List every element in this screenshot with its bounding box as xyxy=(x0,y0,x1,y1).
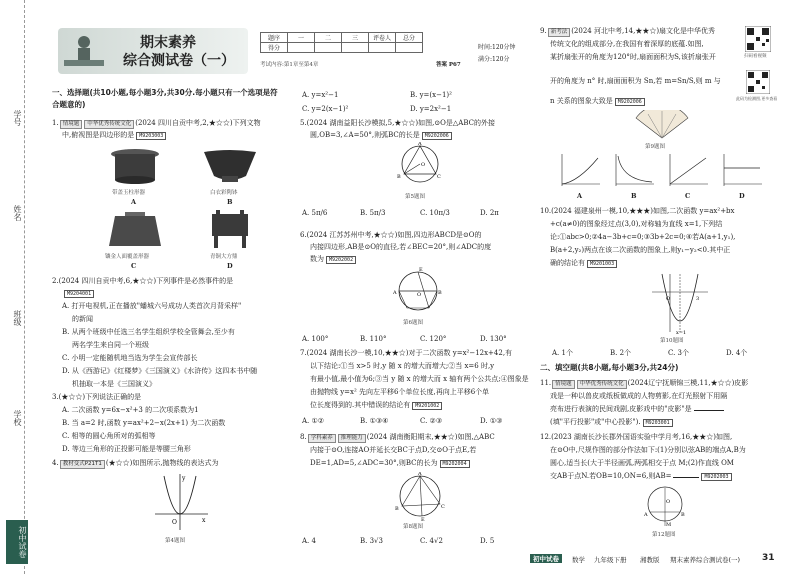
q3-option-b: B. 当 a=2 时,函数 y=ax²+2−x(2x+1) 为二次函数 xyxy=(62,419,226,427)
q6-circle-figure xyxy=(393,266,443,316)
q8-caption: 第8题图 xyxy=(403,524,423,530)
q4-option-d: D. y=2x²−1 xyxy=(410,105,452,113)
q2-option-d-2: 机抽取一本是《三国演义》 xyxy=(72,380,156,388)
qr-code-icon[interactable] xyxy=(745,26,771,52)
q7-line4: 由抛物线 y=x² 先向左平移6个单位长度,再向上平移6个单 xyxy=(310,388,490,396)
score-table: 题序 一 二 三 评卷人 总分 得分 xyxy=(260,32,423,53)
q7-option-d: D. ①③ xyxy=(480,417,503,425)
q12-line4: 交AB于点N.若OB=10,ON=6,则AB= M9202003 xyxy=(550,471,732,482)
q8-circle-figure xyxy=(392,472,448,522)
qr-code-2-icon[interactable] xyxy=(746,70,770,94)
q10-option-d: D. 4个 xyxy=(726,349,748,357)
footer-grade: 九年级下册 xyxy=(594,556,627,564)
q6: 6.(2024 江苏苏州中考,★☆☆)如图,四边形ABCD是⊙O的 xyxy=(300,231,482,239)
q5-circle-figure xyxy=(395,142,445,190)
q5-option-c: C. 10π/3 xyxy=(420,209,450,217)
q1-letter-b: B xyxy=(227,198,233,206)
q11: 11. 情境题 中华优秀传统文化 (2024辽宁抚顺锦三模,11,★☆☆)皮影 xyxy=(540,379,749,387)
artifact-ding-icon xyxy=(200,210,260,250)
q10: 10.(2024 福建泉州一模,10,★★★)如图,二次函数 y=ax²+bx xyxy=(540,207,735,215)
artifact-mask-icon xyxy=(105,210,165,250)
q11-line2: 戏是一种以兽皮或纸板做成的人物剪影,在灯光照射下用隔 xyxy=(550,392,728,400)
q8-option-c: C. 4√2 xyxy=(420,537,443,545)
footer-edition: 湘教版 xyxy=(640,556,660,564)
q2-option-a-2: 的新闻 xyxy=(72,315,93,323)
q1: 1. 情境题 中华优秀传统文化 (2024 四川自贡中考,2,★☆☆)下列文物 xyxy=(52,119,261,127)
q10-option-a: A. 1个 xyxy=(552,349,573,357)
side-label-class: 班级 xyxy=(13,310,22,326)
q2-option-b: B. 从两个班级中任选三名学生组织学校全管舞会,至少有 xyxy=(62,328,235,336)
q1-item-d-caption: 青铜大方鼎 xyxy=(210,254,238,260)
svg-text:A: A xyxy=(644,512,648,518)
q4-caption: 第4题图 xyxy=(165,538,185,544)
svg-text:M: M xyxy=(666,522,672,528)
svg-text:B: B xyxy=(397,174,401,180)
q8-option-d: D. 5 xyxy=(480,537,495,545)
q10-line3: 论:①abc>0;②4a−3b+c=0;③3b+2c=0;④若A(a+1,y₁), xyxy=(550,233,736,241)
q9-line3: 某折扇张开的角度为120°时,扇面面积为S,该折扇张开 xyxy=(550,53,716,61)
q12-line3: 圆心,适当长(大于半径画弧,两弧相交于点 M;(2)作直线 OM xyxy=(550,459,734,467)
q9-graph-b xyxy=(612,152,656,188)
qr-label: 扫码看视频 xyxy=(744,54,767,59)
svg-text:C: C xyxy=(441,504,445,510)
answer-note: 答案 P67 xyxy=(436,62,461,68)
q8-option-a: A. 4 xyxy=(302,537,316,545)
footer-subject: 数学 xyxy=(572,556,585,564)
q4-option-c: C. y=2(x−1)² xyxy=(302,105,349,113)
q6-option-c: C. 120° xyxy=(420,335,447,343)
section1-title: 一、选择题(共10小题,每小题3分,共30分.每小题只有一个选项是符合题意的) xyxy=(52,88,278,109)
q9-line5: n 关系的图象大致是 M9202006 xyxy=(550,96,645,107)
q10-parabola-graph xyxy=(650,272,710,334)
q7-line2: 以下结论:①当 x>5 时,y 随 x 的增大而增大;②当 x=6 时,y xyxy=(310,362,495,370)
header-banner xyxy=(58,28,528,76)
svg-text:x=1: x=1 xyxy=(676,330,687,334)
bottom-logo: 初中试卷 xyxy=(6,520,28,564)
q5-option-d: D. 2π xyxy=(480,209,499,217)
q9: 9. 新考法 (2024 河北中考,14,★★☆)扇文化是中华优秀 xyxy=(540,27,716,35)
q4-option-b: B. y=(x−1)² xyxy=(410,91,452,99)
q9-graph-d-label: D xyxy=(739,192,745,200)
q2-option-d: D. 从《西游记》《红楼梦》《三国演义》《水浒传》这四本书中随 xyxy=(62,367,258,375)
q2-option-c: C. 小明一定能随机地当选为学生会宣传部长 xyxy=(62,354,198,362)
time-note: 时间:120分钟 xyxy=(478,44,516,51)
svg-text:O: O xyxy=(417,292,422,298)
q6-option-a: A. 100° xyxy=(302,335,329,343)
svg-text:O: O xyxy=(172,519,177,526)
q10-option-c: C. 3个 xyxy=(668,349,690,357)
svg-text:C: C xyxy=(437,174,441,180)
q12-line2: 在⊙O中,尺规作图的部分作法如下:(1)分别以弦AB的端点A,B为 xyxy=(550,446,746,454)
qr2-label: 此码为检测图,更多查看 xyxy=(736,96,778,101)
q1-letter-c: C xyxy=(131,262,137,270)
q12: 12.(2023 湖南长沙长郡外国语实验中学月考,16,★★☆)如图, xyxy=(540,433,733,441)
q6-option-d: D. 130° xyxy=(480,335,507,343)
side-label-school: 学校 xyxy=(13,410,22,426)
svg-text:O: O xyxy=(666,296,671,302)
q5: 5.(2024 湖南益阳长沙模拟,5,★☆☆)如图,⊙O是△ABC的外接 xyxy=(300,119,495,127)
q1-item-a-caption: 带盖玉柱形器 xyxy=(112,190,146,196)
q9-caption: 第9题图 xyxy=(645,144,665,150)
svg-text:E: E xyxy=(419,267,423,273)
q5-option-b: B. 5π/3 xyxy=(360,209,386,217)
q9-graph-d xyxy=(720,152,764,188)
q9-graph-a-label: A xyxy=(577,192,583,200)
q9-fan-figure xyxy=(632,110,692,140)
q2-option-a: A. 打开电视机,正在播放"蟠城六号成功人类首次月背采样" xyxy=(62,302,242,310)
q10-option-b: B. 2个 xyxy=(610,349,632,357)
q10-line2: +c(a≠0)的图象经过点(3,0),对称轴为直线 x=1,下列结 xyxy=(550,220,723,228)
q1-line2: 中,俯视图是四边形的是 M9203003 xyxy=(62,130,166,141)
q1-letter-d: D xyxy=(227,262,233,270)
svg-text:3: 3 xyxy=(696,296,700,302)
q7-line3: 有最小值,最小值为6;③当 y 随 x 的增大而 x 轴有两个公共点;④图象是 xyxy=(310,375,529,383)
svg-text:x: x xyxy=(202,517,206,524)
full-score-note: 满分:120分 xyxy=(478,56,510,63)
svg-text:E: E xyxy=(421,517,425,522)
q4-parabola-graph xyxy=(150,472,210,532)
q11-line4: (填"平行投影"或"中心投影"). M9203001 xyxy=(550,417,673,428)
q6-caption: 第6题图 xyxy=(403,320,423,326)
footer-title: 期末素养综合测试卷(一) xyxy=(670,556,741,564)
q10-line4: B(a+2,y₂)两点在该二次函数的图象上,则y₁−y₂<0.其中正 xyxy=(550,246,731,254)
q5-line2: 圆,OB=3,∠A=50°,则弧BC的长是 M9202006 xyxy=(310,130,452,141)
q11-line3: 亮布进行表演的民间戏剧,皮影戏中的"皮影"是 xyxy=(550,404,724,415)
q8-line3: DE=1,AD=5,∠ADC=30°,则BC的长为 M9202004 xyxy=(310,458,470,469)
q2: 2.(2024 四川自贡中考,6,★☆☆)下列事件是必然事件的是 xyxy=(52,277,234,285)
svg-text:B: B xyxy=(438,290,442,296)
q3-option-a: A. 二次函数 y=6x−x²+3 的二次项系数为1 xyxy=(62,406,199,414)
q10-line5: 确的结论有 M9201003 xyxy=(550,258,617,269)
q2-code: M9204001 xyxy=(62,288,94,299)
person-reading-icon xyxy=(60,30,110,74)
q10-caption: 第10题图 xyxy=(660,338,684,344)
q5-option-a: A. 5π/6 xyxy=(302,209,328,217)
svg-text:A: A xyxy=(418,142,422,147)
q4-option-a: A. y=x²−1 xyxy=(302,91,339,99)
q7-option-b: B. ①③④ xyxy=(360,417,389,425)
q7: 7.(2024 湖南长沙一模,10,★★☆)对于二次函数 y=x²−12x+42,有 xyxy=(300,349,513,357)
footer-brand: 初中试卷 xyxy=(530,554,562,563)
title-line1: 期末素养 xyxy=(140,35,196,51)
q9-graph-a xyxy=(558,152,602,188)
q9-line2: 传统文化的组成部分,在我国有着深厚的底蕴.如图, xyxy=(550,40,704,48)
q4: 4. 教材变式P21T1 (★☆☆)如图所示,抛物线的表达式为 xyxy=(52,459,219,467)
q1-item-c-caption: 镶金人面覆盖形器 xyxy=(105,254,150,260)
margin-left xyxy=(0,0,42,574)
svg-text:A: A xyxy=(418,472,422,477)
svg-text:A: A xyxy=(393,290,397,296)
svg-text:B: B xyxy=(681,512,685,518)
section2-title: 二、填空题(共8小题,每小题3分,共24分) xyxy=(540,363,679,372)
q9-graph-c xyxy=(666,152,710,188)
q8-option-b: B. 3√3 xyxy=(360,537,383,545)
q6-line3: 数为 M9202002 xyxy=(310,254,356,265)
side-label-name: 姓名 xyxy=(13,205,22,221)
q7-line5: 位长度得到的.其中错误的结论有 M9201002 xyxy=(310,400,442,411)
title-line2: 综合测试卷（一） xyxy=(123,53,235,69)
q7-option-a: A. ①② xyxy=(302,417,325,425)
q8-line2: 内接于⊙O,连接AO并延长交BC于点D,交⊙O于点E,若 xyxy=(310,446,477,454)
q8: 8. 学科素养 推理能力 (2024 湖南衡阳期末,★★☆)如图,△ABC xyxy=(300,433,495,441)
svg-text:O: O xyxy=(666,499,671,505)
svg-text:B: B xyxy=(395,506,399,512)
q9-graph-b-label: B xyxy=(631,192,637,200)
q12-circle-figure xyxy=(640,484,690,528)
q9-graph-c-label: C xyxy=(685,192,691,200)
q7-option-c: C. ②③ xyxy=(420,417,443,425)
q3-option-c: C. 相等的圆心角所对的弧相等 xyxy=(62,432,156,440)
footer-bar xyxy=(530,552,790,566)
q6-line2: 内接四边形,AB是⊙O的直径,若∠BEC=20°,则∠ADC的度 xyxy=(310,243,492,251)
q9-line4: 开的角度为 n° 时,扇面面积为 Sn,若 m=Sn/S,则 m 与 xyxy=(550,77,721,85)
artifact-bowl-icon xyxy=(200,146,260,186)
q3: 3.(★☆☆)下列说法正确的是 xyxy=(52,393,142,401)
q6-option-b: B. 110° xyxy=(360,335,387,343)
artifact-jade-icon xyxy=(105,146,165,186)
svg-text:O: O xyxy=(421,162,426,168)
svg-text:y: y xyxy=(182,475,186,482)
q2-option-b-2: 两名学生来自同一个班级 xyxy=(72,341,149,349)
q12-caption: 第12题图 xyxy=(652,532,676,538)
q5-caption: 第5题图 xyxy=(405,194,425,200)
scope-note: 考试内容:第1章至第4章 xyxy=(260,62,319,68)
q1-letter-a: A xyxy=(131,198,137,206)
page-number: 31 xyxy=(762,553,775,563)
q3-option-d: D. 等边三角形的正投影可能是等腰三角形 xyxy=(62,445,191,453)
side-label-id: 学号 xyxy=(13,110,22,126)
q1-item-b-caption: 白衣彩陶钵 xyxy=(210,190,238,196)
